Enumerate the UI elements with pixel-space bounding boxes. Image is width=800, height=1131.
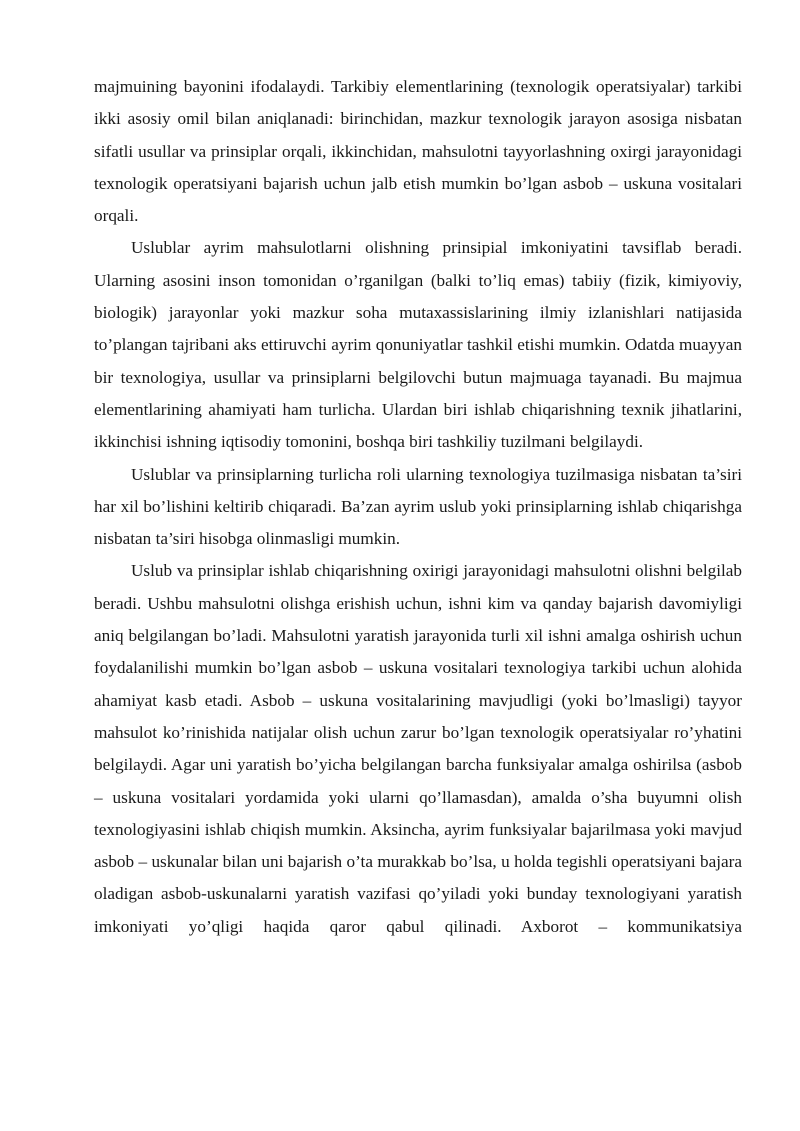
paragraph-1: majmuining bayonini ifodalaydi. Tarkibiy elementlarining (texnologik operatsiyalar) tarkibi ikki asosiy omil bilan aniqlanadi: birinchidan, mazkur texnologik jarayon asosiga nisbatan sifatli usullar va prinsiplar orqali, ikkinchidan, mahsulotni tayyorlashning oxirgi jarayonidagi texnologik operatsiyani bajarish uchun jalb etish mumkin bo’lgan asbob – uskuna vositalari orqali. bbox=[94, 77, 742, 226]
paragraph-4: Uslub va prinsiplar ishlab chiqarishning oxirigi jarayonidagi mahsulotni olishni belgilab beradi. Ushbu mahsulotni olishga erishish uchun, ishni kim va qanday bajarish davomiyligi aniq belgilangan bo’ladi. Mahsulotni yaratish jarayonida turli xil ishni amalga oshirish uchun foydalanilishi mumkin bo’lgan asbob – uskuna vositalari texnologiya tarkibi uchun alohida ahamiyat kasb etadi. Asbob – uskuna vositalarining mavjudligi (yoki bo’lmasligi) tayyor mahsulot ko’rinishida natijalar olish uchun zarur bo’lgan texnologik operatsiyalar ro’yhatini belgilaydi. Agar uni yaratish bo’yicha belgilangan barcha funksiyalar amalga oshirilsa (asbob – uskuna vositalari yordamida yoki ularni qo’llamasdan), amalda o’sha buyumni olish texnologiyasini ishlab chiqish mumkin. Aksincha, ayrim funksiyalar bajarilmasa yoki mavjud asbob – uskunalar bilan uni bajarish o’ta murakkab bo’lsa, u holda tegishli operatsiyani bajara oladigan asbob-uskunalarni yaratish vazifasi qo’yiladi yoki bunday texnologiyani yaratish imkoniyati yo’qligi haqida qaror qabul qilinadi. Axborot – kommunikatsiya bbox=[94, 561, 742, 936]
paragraph-2: Uslublar ayrim mahsulotlarni olishning prinsipial imkoniyatini tavsiflab beradi. Ularning asosini inson tomonidan o’rganilgan (balki to’liq emas) tabiiy (fizik, kimiyoviy, biologik) jarayonlar yoki mazkur soha mutaxassislarining ilmiy izlanishlari natijasida to’plangan tajribani aks ettiruvchi ayrim qonuniyatlar tashkil etishi mumkin. Odatda muayyan bir texnologiya, usullar va prinsiplarni belgilovchi butun majmuaga tayanadi. Bu majmua elementlarining ahamiyati ham turlicha. Ulardan biri ishlab chiqarishning texnik jihatlarini, ikkinchisi ishning iqtisodiy tomonini, boshqa biri tashkiliy tuzilmani belgilaydi. bbox=[94, 238, 742, 452]
document-page bbox=[94, 71, 742, 943]
paragraph-3: Uslublar va prinsiplarning turlicha roli ularning texnologiya tuzilmasiga nisbatan ta’siri har xil bo’lishini keltirib chiqaradi. Ba’zan ayrim uslub yoki prinsiplarning ishlab chiqarishga nisbatan ta’siri hisobga olinmasligi mumkin. bbox=[94, 464, 742, 549]
